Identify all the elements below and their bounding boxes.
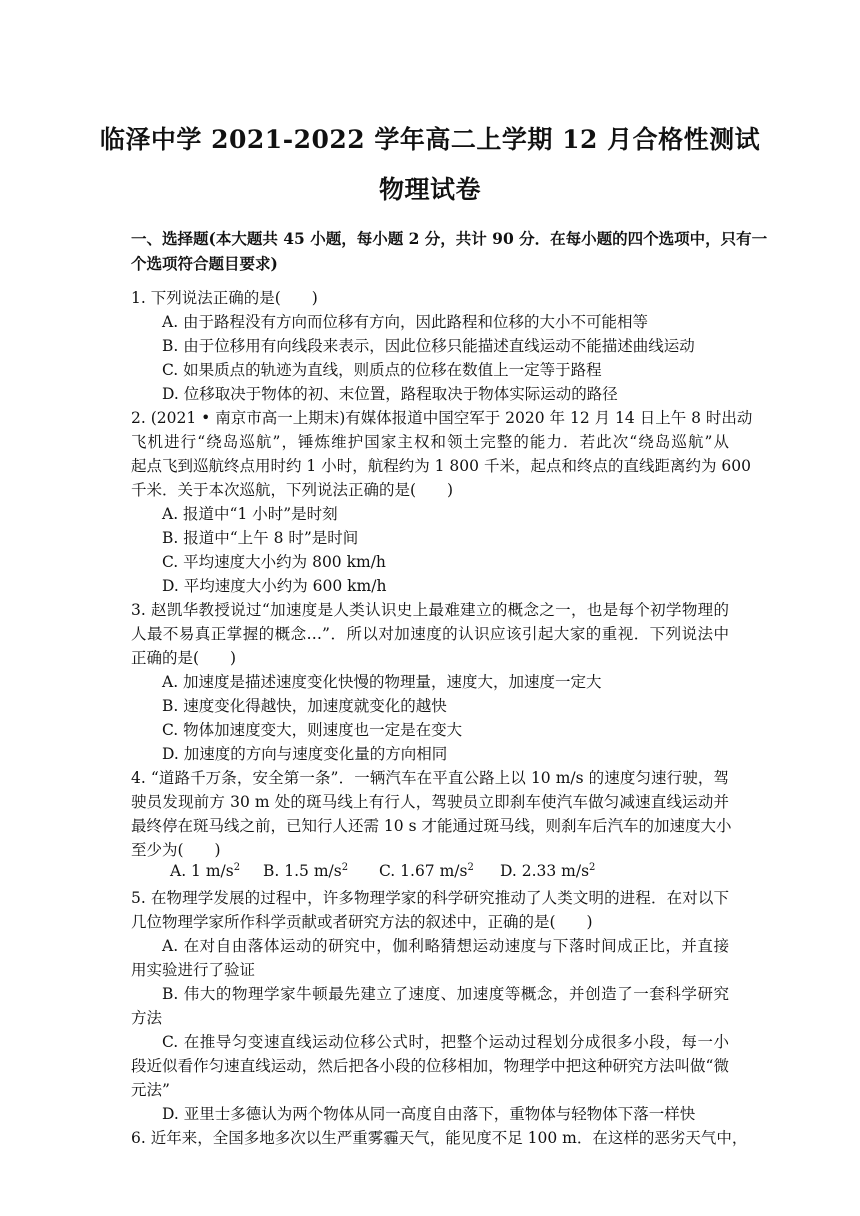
- question-3-stem-line-3: 正确的是( ): [131, 649, 237, 667]
- question-2-stem-line-2: 飞机进行“绕岛巡航”，锤炼维护国家主权和领土完整的能力．若此次“绕岛巡航”从: [131, 433, 729, 451]
- question-1-option-b: B. 由于位移用有向线段来表示，因此位移只能描述直线运动不能描述曲线运动: [162, 337, 695, 355]
- question-2-option-a: A. 报道中“1 小时”是时刻: [162, 505, 338, 523]
- section-heading-cont: 个选项符合题目要求): [131, 254, 278, 273]
- question-4-stem-line-3: 最终停在斑马线之前，已知行人还需 10 s 才能通过斑马线，则刹车后汽车的加速度大小: [131, 817, 732, 835]
- question-2-option-b: B. 报道中“上午 8 时”是时间: [162, 529, 359, 547]
- question-5-option-b-cont: 方法: [131, 1009, 163, 1027]
- question-1-option-d: D. 位移取决于物体的初、末位置，路程取决于物体实际运动的路径: [162, 385, 618, 403]
- exam-subtitle: 物理试卷: [378, 175, 481, 204]
- question-4-option-a: A. 1 $m/s^2$: [170, 862, 241, 880]
- question-5-stem-line-2: 几位物理学家所作科学贡献或者研究方法的叙述中，正确的是( ): [131, 913, 593, 931]
- question-5-option-b: B. 伟大的物理学家牛顿最先建立了速度、加速度等概念，并创造了一套科学研究: [162, 985, 729, 1003]
- question-3-option-d: D. 加速度的方向与速度变化量的方向相同: [162, 745, 448, 763]
- question-4-option-c: C. 1.67 $m/s^2$: [379, 862, 474, 880]
- exam-title: 临泽中学 2021-2022 学年高二上学期 12 月合格性测试: [99, 125, 761, 154]
- question-4-stem-line-1: 4. “道路千万条，安全第一条”．一辆汽车在平直公路上以 10 m/s 的速度匀速行驶，驾: [131, 769, 729, 787]
- question-5-option-a: A. 在对自由落体运动的研究中，伽利略猜想运动速度与下落时间成正比，并直接: [162, 937, 729, 955]
- question-3-option-a: A. 加速度是描述速度变化快慢的物理量，速度大，加速度一定大: [162, 673, 602, 691]
- question-1-stem: 1. 下列说法正确的是( ): [131, 289, 318, 307]
- question-5-option-c-cont: 段近似看作匀速直线运动，然后把各小段的位移相加，物理学中把这种研究方法叫做“微: [131, 1057, 729, 1075]
- question-1-option-c: C. 如果质点的轨迹为直线，则质点的位移在数值上一定等于路程: [162, 361, 602, 379]
- question-4-stem-line-2: 驶员发现前方 30 m 处的斑马线上有行人，驾驶员立即刹车使汽车做匀减速直线运动并: [131, 793, 729, 811]
- question-6-stem-line-1: 6. 近年来，全国多地多次以生严重雾霾天气，能见度不足 100 m．在这样的恶劣天气中，: [131, 1129, 748, 1147]
- section-heading: 一、选择题(本大题共 45 小题，每小题 2 分，共计 90 分．在每小题的四个选项中，只有一: [131, 229, 768, 248]
- question-2-stem-line-3: 起点飞到巡航终点用时约 1 小时，航程约为 1 800 千米，起点和终点的直线距离约为 600: [131, 457, 751, 475]
- question-3-option-c: C. 物体加速度变大，则速度也一定是在变大: [162, 721, 463, 739]
- question-5-option-d: D. 亚里士多德认为两个物体从同一高度自由落下，重物体与轻物体下落一样快: [162, 1105, 696, 1123]
- question-3-stem-line-1: 3. 赵凯华教授说过“加速度是人类认识史上最难建立的概念之一，也是每个初学物理的: [131, 601, 729, 619]
- question-5-option-a-cont: 用实验进行了验证: [131, 961, 256, 979]
- question-4-option-d: D. 2.33 $m/s^2$: [500, 862, 596, 880]
- question-1-option-a: A. 由于路程没有方向而位移有方向，因此路程和位移的大小不可能相等: [162, 313, 649, 331]
- question-3-option-b: B. 速度变化得越快，加速度就变化的越快: [162, 697, 447, 715]
- question-2-option-d: D. 平均速度大小约为 600 km/h: [162, 577, 387, 595]
- question-2-stem-line-4: 千米．关于本次巡航，下列说法正确的是( ): [131, 481, 454, 499]
- question-4-option-b: B. 1.5 $m/s^2$: [263, 862, 349, 880]
- question-3-stem-line-2: 人最不易真正掌握的概念…”．所以对加速度的认识应该引起大家的重视．下列说法中: [131, 625, 729, 643]
- question-4-stem-line-4: 至少为( ): [131, 841, 221, 859]
- question-5-stem-line-1: 5. 在物理学发展的过程中，许多物理学家的科学研究推动了人类文明的进程．在对以下: [131, 889, 729, 907]
- question-2-option-c: C. 平均速度大小约为 800 km/h: [162, 553, 386, 571]
- question-5-option-c-cont-2: 元法”: [131, 1081, 170, 1099]
- question-2-stem-line-1: 2. (2021 • 南京市高一上期末)有媒体报道中国空军于 2020 年 12 月 14 日上午 8 时出动: [131, 409, 753, 427]
- question-5-option-c: C. 在推导匀变速直线运动位移公式时，把整个运动过程划分成很多小段，每一小: [162, 1033, 729, 1051]
